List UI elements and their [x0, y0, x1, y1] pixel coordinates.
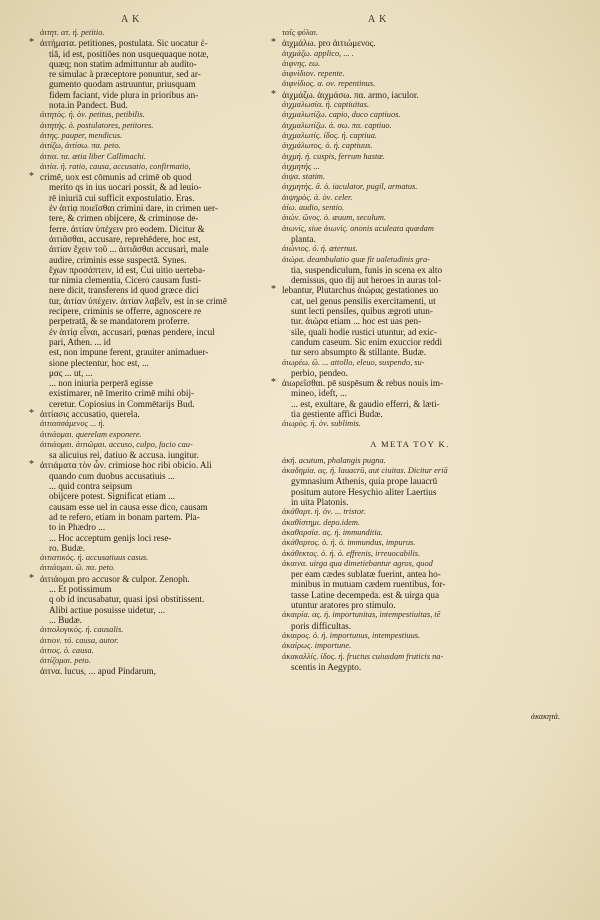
text-line — [282, 368, 538, 378]
line-text: tasse Latine decempeda. est & uirga qua — [291, 589, 440, 600]
text-line — [282, 590, 538, 600]
line-text: tur nimia clementia, Cicero causam fusti- — [49, 275, 202, 286]
line-text: tur, ἀιτίαν ὑπέχειν. ἀιτίαν λαβεῖν, est in se crimē — [49, 295, 227, 306]
text-line — [40, 522, 280, 532]
line-text: ἀιφνίδιος. α. ον. repentinus. — [282, 79, 376, 89]
line-text: ἀιών. ῶνος. ὁ. æuum, seculum. — [282, 213, 386, 223]
line-text: perbio, pendeo. — [291, 367, 348, 378]
line-text: ferre. ἀιτίαν ὑπέχειν pro eodem. Dicitur & — [49, 223, 205, 234]
text-line — [40, 358, 280, 368]
line-text: tiā, id est, positiões non usquequaque notæ, — [49, 48, 209, 59]
text-line — [40, 368, 280, 378]
text-line — [282, 193, 538, 203]
asterisk-marker-icon: * — [29, 572, 34, 584]
line-text: ταῖς φύλαι. — [282, 28, 319, 37]
text-line — [282, 244, 538, 254]
text-line — [40, 502, 280, 512]
text-line — [40, 481, 280, 491]
text-line — [282, 69, 538, 79]
line-text: ἀιχμαλωτίζω. ἀ. σω. πα. captiuo. — [282, 120, 392, 130]
line-text: to in Phædro ... — [49, 522, 106, 533]
text-line — [40, 378, 280, 388]
text-line — [282, 419, 538, 429]
line-text: ἀιτιάομαι pro accusor & culpor. Zenoph. — [40, 573, 190, 584]
asterisk-marker-icon: * — [29, 407, 34, 419]
text-line — [40, 28, 280, 38]
line-text: ἀιχμαλωτίς. ίδος. ή. captiua. — [282, 130, 378, 140]
text-line — [282, 518, 538, 528]
text-line — [40, 584, 280, 594]
text-line — [40, 79, 280, 89]
line-text: ἀιχμαλωτίζω. capio, duco captiuos. — [282, 110, 401, 120]
text-line — [40, 131, 280, 141]
text-line — [40, 636, 280, 646]
line-text: merito qs in ius uocari possit, & ad leuio- — [49, 182, 202, 193]
line-text: q ob id incusabatur, quasi ipsi obstitissent. — [49, 594, 205, 605]
line-text: poris difficultas. — [291, 620, 352, 631]
line-text: tere, & crimen obijcere, & criminose de- — [49, 213, 199, 224]
text-line — [40, 141, 280, 151]
line-text: tur. ἀιώρα etiam ... hoc est uas pen- — [291, 316, 422, 327]
asterisk-marker-icon: * — [271, 284, 276, 296]
line-text: ἐν ἀιτίᾳ ποιεῖσθαι crimini dare, in crimen uer- — [49, 203, 218, 214]
line-text: scentis in Aegypto. — [291, 661, 362, 672]
section-heading: A META TOY K. — [370, 438, 450, 449]
line-text: cat, uel genus pensilis exercitamenti, ut — [291, 295, 436, 306]
text-line — [40, 563, 280, 573]
text-line — [40, 152, 280, 162]
asterisk-marker-icon: * — [271, 37, 276, 49]
left-column — [29, 28, 280, 677]
text-line — [40, 49, 280, 59]
text-line — [282, 528, 538, 538]
line-text: ἀιτιάομαι. ἀιτιῶμαι. accuso, culpo, facio cau- — [40, 439, 193, 449]
text-line — [282, 559, 538, 569]
line-text: tia gestiente affici Budæ. — [291, 408, 383, 419]
text-line — [271, 88, 538, 100]
text-line — [282, 203, 538, 213]
text-line — [40, 244, 280, 254]
text-line — [282, 275, 538, 285]
line-text: ἀιτιον. τό. causa, autor. — [40, 635, 119, 645]
line-text: sile, quali hodie rustici utuntur, ad exic- — [291, 326, 438, 337]
text-line — [282, 538, 538, 548]
line-text: lebantur, Plutarchus ἀιώρας gestationes uo — [282, 285, 439, 296]
line-text: pari, Athen. ... id — [49, 336, 111, 347]
text-line — [40, 182, 280, 192]
text-line — [282, 110, 538, 120]
text-line — [282, 100, 538, 110]
line-text: ἀιφνίδιον. repente. — [282, 69, 345, 79]
line-text: ceretur. Copiosius in Commētarijs Bud. — [49, 398, 195, 409]
line-text: ἀιτητ. ατ. ή. petitio. — [40, 28, 105, 37]
line-text: causam esse uel in causa esse dico, causam — [49, 501, 208, 512]
line-text: ἀιφνης. εω. — [282, 58, 321, 68]
text-line — [29, 407, 280, 419]
line-text: per eam cædes sublatæ fuerint, antea ho- — [291, 569, 441, 580]
text-line — [282, 224, 538, 234]
line-text: ἀκάθαρτος. ὁ. ή. ὸ. immundus, impurus. — [282, 538, 416, 548]
line-text: quæq; non statim admittuntur ab audito- — [49, 58, 197, 69]
asterisk-marker-icon: * — [271, 88, 276, 100]
text-line — [282, 265, 538, 275]
text-line — [282, 497, 538, 507]
text-line — [40, 162, 280, 172]
text-line — [40, 59, 280, 69]
text-line — [40, 69, 280, 79]
line-text: recipere, criminis se offerre, agnoscere re — [49, 306, 202, 317]
line-text: candum caseum. Sic enim exuccior reddi — [291, 336, 443, 347]
text-line — [40, 193, 280, 203]
text-line — [40, 275, 280, 285]
line-text: ἀιώνιος. ό. ή. æternus. — [282, 244, 358, 254]
line-text: re simulac à præceptore ponuntur, sed ar- — [49, 69, 201, 80]
line-text: ἀίω. audio, sentio. — [282, 203, 345, 213]
text-line — [40, 110, 280, 120]
line-text: ἀιτιασσάμενος ... ή. — [40, 419, 105, 429]
text-line — [282, 152, 538, 162]
text-line — [40, 399, 280, 409]
line-text: ... quid contra seipsum — [49, 481, 133, 492]
text-line — [29, 572, 280, 584]
text-line — [282, 569, 538, 579]
text-line — [40, 203, 280, 213]
text-line — [40, 316, 280, 326]
text-line — [282, 641, 538, 651]
asterisk-marker-icon: * — [29, 37, 34, 49]
text-line — [29, 37, 280, 49]
text-line — [40, 605, 280, 615]
line-text: ad te refero, etiam in bonam partem. Pla- — [49, 511, 200, 522]
line-text: ἀκακαλλίς. ίδος. ή. fructus cuiusdam fruticis na- — [282, 651, 444, 661]
line-text: positum autore Hesychio aliter Laertius — [291, 486, 437, 497]
text-line — [282, 487, 538, 497]
line-text: ἀιτιάομαι. ῶ. πα. peto. — [40, 563, 116, 573]
line-text: in uita Platonis. — [291, 497, 349, 508]
line-text: crimē, uox est cōmunis ad crimē ob quod — [40, 172, 192, 183]
text-line — [282, 79, 538, 89]
text-line — [40, 419, 280, 429]
line-text: ἀιχμάλω. pro ἀιτιώμενος. — [282, 38, 376, 49]
text-line — [40, 430, 280, 440]
line-text: ἀιτια. τα. ætia liber Callimachi. — [40, 151, 146, 161]
text-line — [282, 306, 538, 316]
catchword: ἀκακητὰ. — [530, 712, 560, 721]
line-text: ἀιχμάλωτος. ὁ. ή. captiuus. — [282, 141, 373, 151]
text-line — [282, 409, 538, 419]
line-text: fidem faciant, vide plura in prioribus an- — [49, 89, 199, 100]
text-line — [29, 171, 280, 183]
line-text: tia, suspendiculum, funis in scena ex alto — [291, 264, 443, 275]
line-text: ἔχων προσάπτειν, id est, Cui uitio uerteba- — [49, 264, 206, 275]
text-line — [282, 213, 538, 223]
line-text: ἀιτιάομαι. querelam exponere. — [40, 429, 142, 439]
text-line — [40, 656, 280, 666]
text-line — [282, 466, 538, 476]
text-line — [282, 476, 538, 486]
text-line — [282, 456, 538, 466]
text-line — [282, 316, 538, 326]
text-line — [282, 579, 538, 589]
line-text: sione plectentur, hoc est, ... — [49, 357, 149, 368]
line-text: ἀιχμή. ή. cuspis, ferrum hastæ. — [282, 151, 385, 161]
text-line — [40, 224, 280, 234]
text-line — [40, 491, 280, 501]
text-line — [282, 49, 538, 59]
line-text: ἀκαιρία. ας. ή. importunitas, intempestiuitas, tē — [282, 610, 441, 620]
text-line — [282, 121, 538, 131]
text-line — [282, 399, 538, 409]
running-head-right: A K — [368, 14, 388, 25]
line-text: ἀιχμάζω. ἀιχμάσω. πα. armo, iaculor. — [282, 89, 419, 100]
line-text: ἀκαθίστημι. depo.idem. — [282, 517, 361, 527]
text-line — [40, 306, 280, 316]
line-text: ἀκαίρως. importune. — [282, 641, 352, 651]
line-text: ἐν ἀιτίᾳ εἶναι, accusari, pœnas pendere, incul — [49, 326, 215, 337]
line-text: ἀιτητὸς. ή. ὸν. petitus, petibilis. — [40, 110, 145, 120]
line-text: perpetratā, & se mandatorem proferre. — [49, 316, 190, 327]
text-line — [282, 600, 538, 610]
text-line — [271, 284, 538, 296]
line-text: mineo, ideft, ... — [291, 388, 347, 399]
line-text: ... est, exultare, & gaudio efferri, & læti- — [291, 398, 440, 409]
line-text: minibus in mutuam cædem ruentibus, for- — [291, 579, 446, 590]
text-line — [40, 213, 280, 223]
line-text: ... Budæ. — [49, 614, 82, 625]
text-line — [282, 388, 538, 398]
text-line — [40, 594, 280, 604]
text-line — [40, 625, 280, 635]
line-text: ἀιτητής. ὁ. postulatores, petitores. — [40, 120, 154, 130]
line-text: rē iniuriā cui sufficit expostulatio. Eras. — [49, 192, 195, 203]
line-text: ἀιτίασις accusatio, querela. — [40, 408, 140, 419]
text-line — [282, 59, 538, 69]
line-text: ἀιτιάματα τὸν ὧν. crimiose hoc ribi obicio. Ali — [40, 460, 212, 471]
text-line — [271, 377, 538, 389]
line-text: ἀκάθεκτος. ὁ. ή. ὸ. effrenis, irreuocabilis. — [282, 548, 421, 558]
text-line — [40, 450, 280, 460]
line-text: utuntur aratores pro stimulo. — [291, 600, 396, 611]
line-text: gumento quodam astruuntur, priusquam — [49, 79, 196, 90]
text-line — [282, 172, 538, 182]
line-text: ἀιχμητὴς. ᾶ. ὁ. iaculator, pugil, armatus. — [282, 182, 418, 192]
text-line — [40, 265, 280, 275]
line-text: ἀιτιολογικὸς. ή. causalis. — [40, 625, 124, 635]
line-text: ἀκαθαρσία. ας. ή. immunditia. — [282, 527, 383, 537]
line-text: ἀιψα. statim. — [282, 172, 326, 182]
line-text: existimarer, nē īmerito crimē mihi obij- — [49, 388, 195, 399]
line-text: ἀκάθαρτ. ή. ὸν. ... tristor. — [282, 507, 366, 517]
text-line — [282, 131, 538, 141]
line-text: demissus, quo dij aut heroes in auras tol- — [291, 275, 442, 286]
line-text: ἀιωρεῖσθαι. pē suspēsum & rebus nouis im- — [282, 378, 444, 389]
right-column-bottom — [282, 456, 538, 672]
line-text: ἀιτίζω, ἀιτίσω. πα. peto. — [40, 141, 121, 151]
line-text: tur sero absumpto & stillante. Budæ. — [291, 347, 426, 358]
asterisk-marker-icon: * — [271, 377, 276, 389]
text-line — [40, 100, 280, 110]
text-line — [40, 327, 280, 337]
text-line — [40, 337, 280, 347]
line-text: obijcere potest. Significat etiam ... — [49, 491, 176, 502]
line-text: nota.in Pandect. Bud. — [49, 100, 128, 111]
text-line — [40, 388, 280, 398]
line-text: quando cum duobus accusatiuis ... — [49, 470, 175, 481]
text-line — [282, 28, 538, 38]
line-text: est, non impune ferent, grauiter animaduer- — [49, 347, 209, 358]
text-line — [40, 615, 280, 625]
text-line — [40, 646, 280, 656]
text-line — [40, 296, 280, 306]
line-text: ἀιωρέω. ῶ. ... attollo, eleuo, suspendo, su- — [282, 357, 425, 367]
text-line — [40, 512, 280, 522]
line-text: ἀκαιρος. ὁ. ή. importunus, intempestiuus. — [282, 630, 421, 640]
line-text: gymnasium Athenis, quia prope lauacrū — [291, 476, 438, 487]
line-text: ἀιώρα. deambulatio quæ fit ualetudinis gra- — [282, 254, 431, 264]
text-line — [271, 37, 538, 49]
text-line — [282, 621, 538, 631]
text-line — [40, 90, 280, 100]
text-line — [282, 662, 538, 672]
line-text: ἀιτιος. ὁ. causa. — [40, 645, 94, 655]
text-line — [282, 141, 538, 151]
right-column — [271, 28, 538, 672]
line-text: ἀιτίαν ἔχειν τοῦ ... ἀιτιᾶσθαι accusari, male — [49, 244, 209, 255]
text-line — [282, 162, 538, 172]
line-text: ἀιχμαλωσία. ή. captiuitas. — [282, 100, 370, 110]
text-line — [40, 553, 280, 563]
text-line — [40, 666, 280, 676]
text-line — [282, 358, 538, 368]
line-text: ἀκαδημία. ας. ή. lauacrū, aut ciuitas. Dicitur eriā — [282, 466, 448, 476]
line-text: ἀιτίζομαι. peto. — [40, 656, 91, 666]
text-line — [282, 234, 538, 244]
text-line — [282, 255, 538, 265]
text-line — [40, 285, 280, 295]
line-text: ro. Budæ. — [49, 542, 85, 553]
text-line — [282, 549, 538, 559]
line-text: ἀιτιᾶσθαι, accusare, reprehēdere, hoc est, — [49, 233, 201, 244]
text-line — [282, 296, 538, 306]
text-line — [282, 631, 538, 641]
running-head-left: A K — [121, 14, 141, 25]
text-line — [282, 347, 538, 357]
line-text: ἀκή. acutum, phalangis pugna. — [282, 455, 386, 465]
asterisk-marker-icon: * — [29, 171, 34, 183]
text-line — [40, 471, 280, 481]
line-text: ἀιτνα. lucus, ... apud Pindarum, — [40, 666, 156, 677]
asterisk-marker-icon: * — [29, 459, 34, 471]
text-line — [282, 327, 538, 337]
text-line — [282, 507, 538, 517]
line-text: nere dicit, transferens id quod græce dici — [49, 285, 199, 296]
line-text: audire, criminis esse suspectā. Synes. — [49, 254, 187, 265]
text-line — [40, 255, 280, 265]
line-text: ἀιωρὸς. ή. ὸν. sublimis. — [282, 419, 361, 429]
right-column-top — [271, 28, 538, 430]
text-line — [282, 182, 538, 192]
line-text: ἀκαινα. uirga qua dimetiebantur agros, quod — [282, 558, 433, 568]
line-text: ... Hoc acceptum genijs loci rese- — [49, 532, 172, 543]
line-text: ... non iniuria perperā egisse — [49, 378, 153, 389]
line-text: planta. — [291, 233, 316, 244]
line-text: ἀιτήματα. petitiones, postulata. Sic uocatur ἐ- — [40, 38, 208, 49]
text-line — [40, 347, 280, 357]
line-text: ἀιχμάζω. applico, ... . — [282, 48, 354, 58]
text-line — [40, 440, 280, 450]
line-text: ... Et potissimum — [49, 584, 112, 595]
text-line — [40, 234, 280, 244]
line-text: μας ... ut, ... — [49, 367, 93, 378]
line-text: ἀιψηρὸς. ά. ὸν. celer. — [282, 192, 353, 202]
line-text: ἀιτιατικὸς. ή. accusatiuus casus. — [40, 553, 149, 563]
line-text: Alibi actiue posuisse uidetur, ... — [49, 604, 165, 615]
line-text: ἀιτης. pauper, mendicus. — [40, 130, 123, 140]
text-line — [282, 337, 538, 347]
line-text: sa alicuius rei, datiuo & accusa. iungitur. — [49, 450, 199, 461]
text-line — [282, 610, 538, 620]
line-text: ἀιχμητής ... — [282, 161, 320, 171]
text-line — [40, 543, 280, 553]
line-text: ἀιωνίς, siue ἀιωνὶς. ononis aculeata quædam — [282, 223, 434, 233]
line-text: ἀιτία. ή. ratio, causa, accusatio, confirmatio, — [40, 161, 191, 171]
text-line — [40, 121, 280, 131]
text-line — [40, 533, 280, 543]
line-text: sunt lecti pensiles, quibus ægroti utun- — [291, 306, 433, 317]
text-line — [282, 652, 538, 662]
text-line — [29, 459, 280, 471]
